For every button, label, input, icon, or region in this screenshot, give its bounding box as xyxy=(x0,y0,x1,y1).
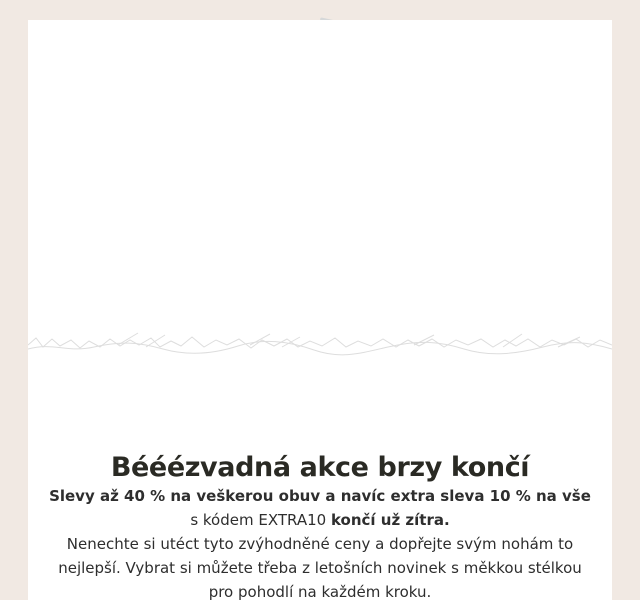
hero-image-area xyxy=(28,20,612,415)
code-text: s kódem EXTRA10 xyxy=(190,511,327,529)
ending-text: končí už zítra. xyxy=(330,511,450,529)
email-card xyxy=(28,20,612,600)
headline: Bééézvadná akce brzy končí xyxy=(110,452,530,484)
promo-body-paragraph: Nenechte si utéct tyto zvýhodněné ceny a dopřejte svým nohám to nejlepší. Vybrat si můžete třeba z letošních novinek s měkkou stélkou pro pohodlí na každém kroku. xyxy=(58,535,582,600)
promo-copy xyxy=(48,484,592,600)
discount-text: Slevy až 40 % na veškerou obuv a navíc extra sleva 10 % na vše xyxy=(49,487,591,505)
promo-lead-line xyxy=(48,484,592,532)
grass-decoration-image xyxy=(28,325,612,365)
